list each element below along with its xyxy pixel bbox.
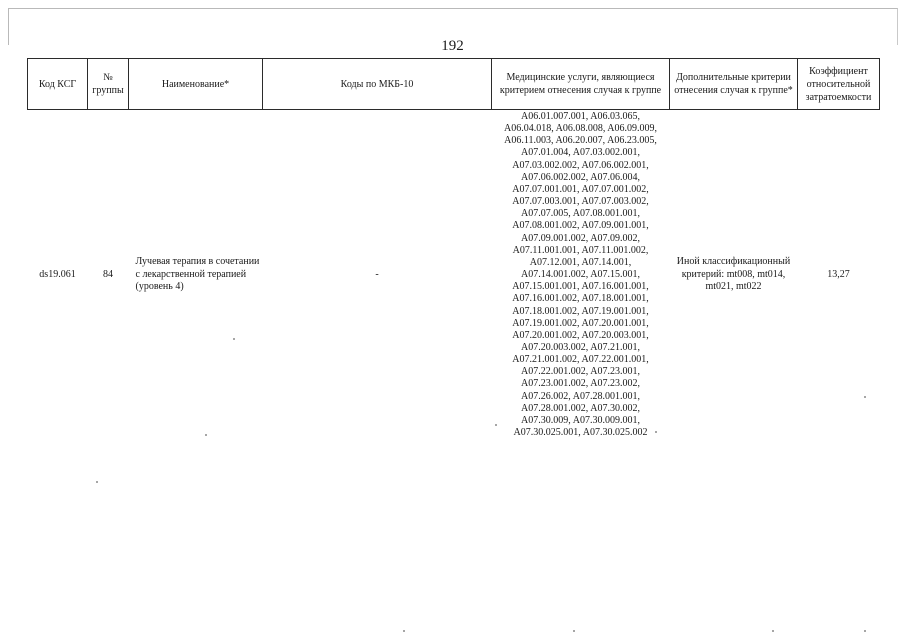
header-group-number: № группы [88, 59, 129, 110]
scan-speck [864, 630, 866, 632]
service-code-line: A07.15.001.001, A07.16.001.001, [512, 281, 649, 293]
service-code-line: A07.28.001.002, A07.30.002, [521, 402, 640, 414]
service-code-line: A07.14.001.002, A07.15.001, [521, 269, 640, 281]
header-icd-codes: Коды по МКБ-10 [263, 59, 492, 110]
service-code-line: A07.12.001, A07.14.001, [529, 256, 632, 268]
ksg-table [27, 58, 880, 439]
service-code-line: A07.23.001.002, A07.23.002, [521, 378, 640, 390]
cell-coefficient: 13,27 [827, 268, 850, 280]
scan-speck [96, 481, 98, 483]
scan-speck [864, 396, 866, 398]
service-code-line: A07.30.025.001, A07.30.025.002 [513, 427, 648, 439]
service-code-line: A07.22.001.002, A07.23.001, [521, 366, 640, 378]
table-header-row [28, 59, 880, 110]
scan-speck [495, 424, 497, 426]
scan-speck [233, 338, 235, 340]
service-code-line: A07.16.001.002, A07.18.001.001, [512, 293, 649, 305]
service-code-line: A07.06.002.002, A07.06.004, [521, 171, 640, 183]
service-code-line: A07.03.002.002, A07.06.002.001, [512, 159, 649, 171]
cell-ksg-code: ds19.061 [39, 268, 76, 280]
service-code-line: A07.11.001.001, A07.11.001.002, [512, 244, 649, 256]
service-code-line: A07.09.001.002, A07.09.002, [521, 232, 640, 244]
cell-group-number: 84 [103, 268, 113, 280]
cell-name: Лучевая терапия в сочетании с лекарственной терапией (уровень 4) [135, 256, 260, 292]
cell-icd-codes: - [375, 268, 379, 280]
scan-speck [205, 434, 207, 436]
page-number: 192 [441, 38, 464, 54]
service-code-line: A07.18.001.002, A07.19.001.001, [512, 305, 649, 317]
scan-speck [772, 630, 774, 632]
service-code-line: A07.07.003.001, A07.07.003.002, [512, 196, 649, 208]
header-ksg-code: Код КСГ [28, 59, 88, 110]
service-code-line: A06.04.018, A06.08.008, A06.09.009, [503, 123, 658, 135]
cell-services [492, 110, 670, 440]
service-code-line: A07.21.001.002, A07.22.001.001, [512, 354, 649, 366]
service-code-line: A07.08.001.002, A07.09.001.001, [512, 220, 649, 232]
service-code-line: A07.19.001.002, A07.20.001.001, [512, 317, 649, 329]
scan-speck [655, 431, 657, 433]
service-code-line: A07.07.005, A07.08.001.001, [521, 208, 640, 220]
service-code-line: A06.01.007.001, A06.03.065, [521, 111, 640, 122]
scan-speck [573, 630, 575, 632]
service-code-line: A07.07.001.001, A07.07.001.002, [512, 183, 649, 195]
header-services: Медицинские услуги, являющиеся критерием отнесения случая к группе [492, 59, 670, 110]
cell-extra-criteria: Иной классификационный критерий: mt008, mt014, mt021, mt022 [676, 256, 791, 292]
service-code-line: A07.20.003.002, A07.21.001, [521, 341, 640, 353]
header-extra-criteria: Дополнительные критерии отнесения случая к группе* [670, 59, 798, 110]
header-coefficient: Коэффициент относительной затратоемкости [798, 59, 880, 110]
service-code-line: A07.20.001.002, A07.20.003.001, [512, 329, 649, 341]
header-name: Наименование* [129, 59, 263, 110]
service-code-line: A07.26.002, A07.28.001.001, [521, 390, 640, 402]
scan-speck [403, 630, 405, 632]
service-code-line: A06.11.003, A06.20.007, A06.23.005, [504, 135, 657, 147]
table-row [28, 110, 880, 440]
service-code-line: A07.30.009, A07.30.009.001, [521, 414, 640, 426]
service-code-line: A07.01.004, A07.03.002.001, [521, 147, 640, 159]
